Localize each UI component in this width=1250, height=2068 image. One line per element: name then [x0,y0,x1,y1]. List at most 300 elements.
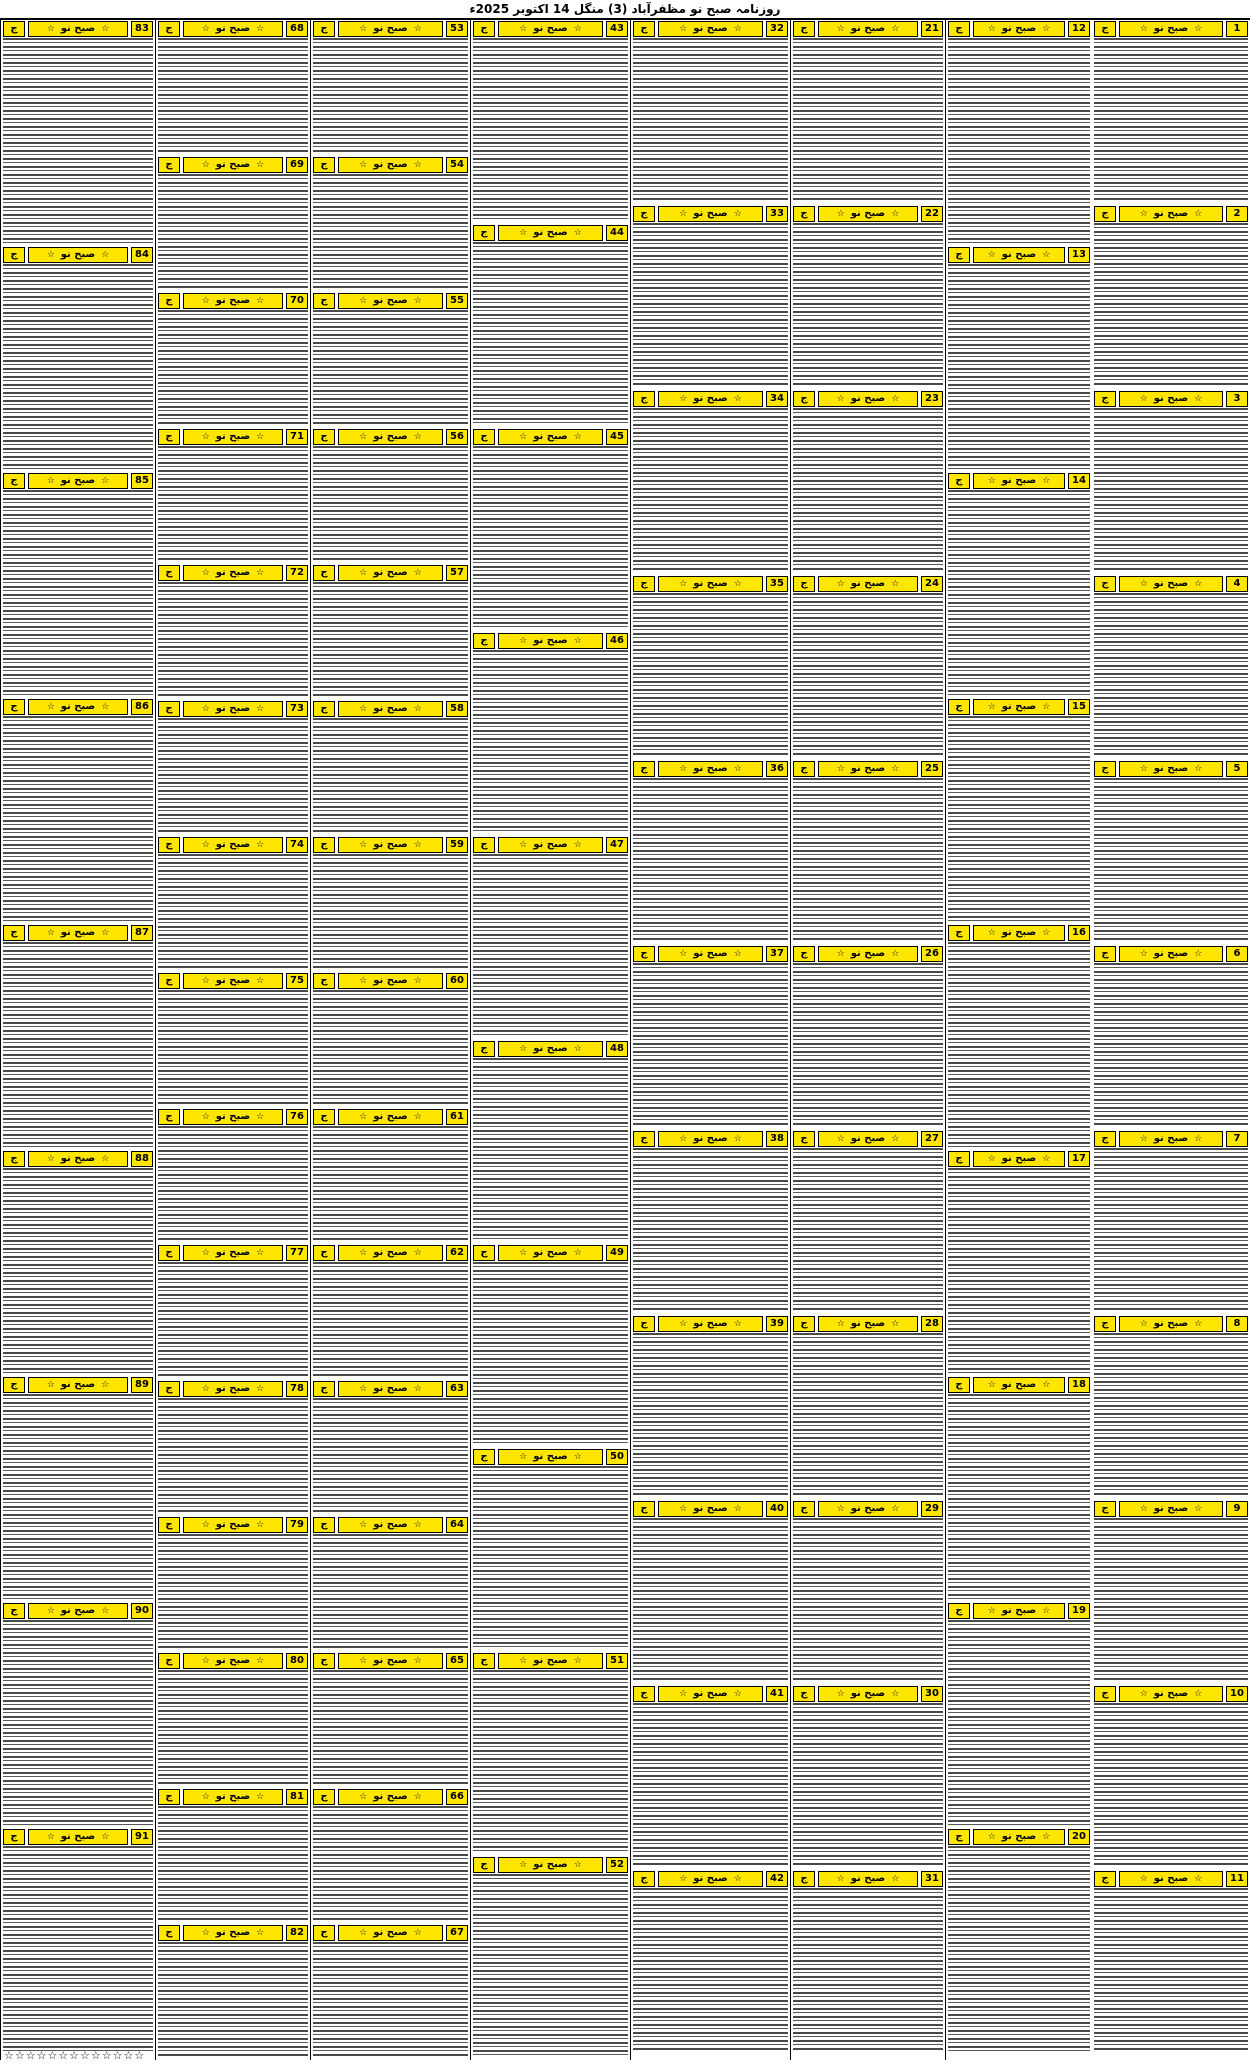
logo-icon: ج [313,157,335,173]
news-body-text [158,310,308,425]
logo-text: صبح نو [373,703,408,714]
item-number-badge: 21 [921,21,943,37]
star-icon: ☆ [836,23,845,34]
news-item-header [471,428,630,445]
logo-text: صبح نو [215,703,251,714]
news-item-header [311,1380,470,1397]
star-icon: ☆ [1194,1318,1203,1329]
logo-text: صبح نو [693,763,728,774]
logo-icon: ج [3,1151,25,1167]
news-item-header [471,224,630,241]
star-icon: ☆ [679,208,688,219]
logo-icon: ج [313,293,335,309]
news-body-text [3,264,153,469]
logo-icon: ج [3,925,25,941]
star-icon: ☆ [836,948,845,959]
news-item-header [311,1244,470,1261]
star-icon: ☆ [359,1519,368,1530]
news-item-header [631,1870,790,1887]
logo-icon: ج [1094,1131,1116,1147]
news-item-header [156,1108,310,1125]
star-icon: ☆ [1042,701,1051,712]
logo-icon: ج [633,1131,655,1147]
item-number-badge: 12 [1068,21,1090,37]
star-icon: ☆ [836,1688,845,1699]
paper-logo [973,699,1065,715]
paper-logo [28,473,128,489]
star-icon: ☆ [413,1111,422,1122]
news-item-header [1,924,155,941]
star-icon: ☆ [101,23,110,34]
star-icon: ☆ [413,431,422,442]
logo-text: صبح نو [693,1318,728,1329]
news-item-header [156,1516,310,1533]
item-number-badge: 14 [1068,473,1090,489]
star-icon: ☆ [1042,1605,1051,1616]
news-item-header [311,1924,470,1941]
logo-text: صبح نو [60,1153,96,1164]
item-number-badge: 1 [1226,21,1248,37]
logo-icon: ج [313,565,335,581]
star-icon: ☆ [201,295,210,306]
star-icon: ☆ [891,1873,900,1884]
item-number-badge: 60 [446,973,468,989]
logo-text: صبح نو [1153,1873,1189,1884]
news-item [1092,1315,1250,1500]
item-number-badge: 47 [606,837,628,853]
paper-logo [28,247,128,263]
news-item-header [631,760,790,777]
logo-text: صبح نو [373,839,408,850]
item-number-badge: 73 [286,701,308,717]
news-body-text [473,242,628,425]
item-number-badge: 48 [606,1041,628,1057]
paper-logo [973,473,1065,489]
logo-text: صبح نو [373,1111,408,1122]
news-item-header [311,156,470,173]
paper-logo [183,1517,283,1533]
news-body-text [633,1703,788,1867]
logo-text: صبح نو [1001,23,1037,34]
logo-icon: ج [633,576,655,592]
star-icon: ☆ [733,1318,742,1329]
news-body-text [793,1148,943,1312]
logo-icon: ج [3,1829,25,1845]
news-body-text [313,446,468,561]
item-number-badge: 44 [606,225,628,241]
logo-icon: ج [633,1686,655,1702]
logo-text: صبح نو [1153,1318,1189,1329]
news-item [1,698,155,924]
star-icon: ☆ [359,295,368,306]
news-item [471,632,630,836]
logo-icon: ج [793,1316,815,1332]
paper-logo [973,1377,1065,1393]
paper-logo [658,1871,763,1887]
news-item-header [156,1788,310,1805]
item-number-badge: 79 [286,1517,308,1533]
paper-logo [1119,21,1223,37]
logo-text: صبح نو [60,1605,96,1616]
logo-icon: ج [158,429,180,445]
news-body-text [1094,778,1248,942]
stars-row: ☆☆☆☆☆☆☆☆☆☆☆☆☆ [4,2049,146,2062]
star-icon: ☆ [987,1831,996,1842]
paper-logo [498,1653,603,1669]
star-icon: ☆ [46,1605,55,1616]
star-icon: ☆ [256,1247,265,1258]
news-item-header [1,472,155,489]
logo-text: صبح نو [1001,1831,1037,1842]
star-icon: ☆ [413,1383,422,1394]
item-number-badge: 27 [921,1131,943,1147]
logo-text: صبح نو [850,1503,886,1514]
logo-icon: ج [633,391,655,407]
logo-text: صبح نو [215,567,251,578]
star-icon: ☆ [201,1247,210,1258]
logo-text: صبح نو [850,1688,886,1699]
star-icon: ☆ [1194,1688,1203,1699]
star-icon: ☆ [46,1153,55,1164]
news-grid [0,20,1250,2068]
news-item [1092,1500,1250,1685]
news-item [311,1652,470,1788]
logo-text: صبح نو [373,431,408,442]
paper-logo [183,1653,283,1669]
news-item-header [946,1150,1092,1167]
news-item [1092,20,1250,205]
news-item [156,20,310,156]
logo-icon: ج [158,1245,180,1261]
logo-text: صبح نو [693,208,728,219]
news-item-header [1,1376,155,1393]
item-number-badge: 45 [606,429,628,445]
star-icon: ☆ [1042,927,1051,938]
news-item-header [1092,1315,1250,1332]
paper-logo [338,429,443,445]
logo-text: صبح نو [60,701,96,712]
star-icon: ☆ [987,1379,996,1390]
news-body-text [948,38,1090,243]
news-body-text [158,1262,308,1377]
news-item-header [311,564,470,581]
news-item-header [631,1130,790,1147]
star-icon: ☆ [733,1688,742,1699]
star-icon: ☆ [733,948,742,959]
paper-logo [658,946,763,962]
news-item-header [946,1376,1092,1393]
paper-logo [498,21,603,37]
news-body-text [633,593,788,757]
logo-text: صبح نو [693,393,728,404]
star-icon: ☆ [836,1503,845,1514]
column-3 [790,20,945,2060]
star-icon: ☆ [101,1605,110,1616]
logo-icon: ج [633,21,655,37]
star-icon: ☆ [519,1043,528,1054]
logo-icon: ج [948,1151,970,1167]
item-number-badge: 83 [131,21,153,37]
star-icon: ☆ [519,1247,528,1258]
logo-text: صبح نو [533,635,568,646]
star-icon: ☆ [256,1519,265,1530]
logo-icon: ج [948,1829,970,1845]
news-item-header [311,20,470,37]
logo-icon: ج [948,1603,970,1619]
star-icon: ☆ [413,23,422,34]
logo-icon: ج [158,293,180,309]
logo-text: صبح نو [215,1655,251,1666]
paper-logo [338,565,443,581]
logo-text: صبح نو [693,1873,728,1884]
news-item [1092,390,1250,575]
logo-text: صبح نو [1153,1133,1189,1144]
star-icon: ☆ [573,1451,582,1462]
star-icon: ☆ [679,1873,688,1884]
logo-icon: ج [1094,1501,1116,1517]
news-item [631,1500,790,1685]
star-icon: ☆ [987,1153,996,1164]
news-item-header [791,760,945,777]
news-item-header [791,575,945,592]
news-item [1,246,155,472]
star-icon: ☆ [413,703,422,714]
item-number-badge: 62 [446,1245,468,1261]
paper-logo [498,1041,603,1057]
paper-logo [973,21,1065,37]
news-item-header [156,292,310,309]
logo-text: صبح نو [693,1688,728,1699]
column-6 [310,20,470,2060]
star-icon: ☆ [413,1791,422,1802]
star-icon: ☆ [413,839,422,850]
news-body-text [1094,1888,1248,2052]
item-number-badge: 59 [446,837,468,853]
paper-logo [973,925,1065,941]
logo-text: صبح نو [215,1383,251,1394]
news-item-header [1,1602,155,1619]
logo-text: صبح نو [1153,1688,1189,1699]
news-item [631,1130,790,1315]
paper-logo [183,973,283,989]
logo-icon: ج [1094,946,1116,962]
logo-text: صبح نو [60,1379,96,1390]
star-icon: ☆ [101,927,110,938]
news-item-header [631,20,790,37]
star-icon: ☆ [1042,23,1051,34]
news-item-header [631,945,790,962]
logo-text: صبح نو [693,1503,728,1514]
news-body-text [3,716,153,921]
star-icon: ☆ [359,159,368,170]
star-icon: ☆ [1042,1831,1051,1842]
star-icon: ☆ [573,635,582,646]
news-item [791,390,945,575]
logo-text: صبح نو [850,393,886,404]
column-5 [470,20,630,2060]
paper-logo [338,1517,443,1533]
logo-icon: ج [793,576,815,592]
item-number-badge: 54 [446,157,468,173]
item-number-badge: 63 [446,1381,468,1397]
star-icon: ☆ [413,1247,422,1258]
logo-text: صبح نو [693,23,728,34]
star-icon: ☆ [201,1655,210,1666]
item-number-badge: 72 [286,565,308,581]
news-item-header [311,292,470,309]
paper-logo [183,21,283,37]
logo-text: صبح نو [850,578,886,589]
logo-icon: ج [313,21,335,37]
item-number-badge: 40 [766,1501,788,1517]
logo-text: صبح نو [850,208,886,219]
logo-icon: ج [473,1653,495,1669]
star-icon: ☆ [836,763,845,774]
news-body-text [633,778,788,942]
logo-text: صبح نو [215,1111,251,1122]
news-item-header [156,1924,310,1941]
logo-icon: ج [793,206,815,222]
news-body-text [1094,1518,1248,1682]
paper-logo [28,925,128,941]
news-item-header [471,1244,630,1261]
news-item [631,945,790,1130]
column-4 [630,20,790,2060]
star-icon: ☆ [836,1133,845,1144]
item-number-badge: 64 [446,1517,468,1533]
star-icon: ☆ [891,23,900,34]
star-icon: ☆ [46,701,55,712]
logo-text: صبح نو [215,975,251,986]
news-body-text [473,1670,628,1853]
news-item-header [471,1040,630,1057]
news-item [156,972,310,1108]
star-icon: ☆ [1194,1873,1203,1884]
news-body-text [313,1942,468,2057]
paper-logo [183,1925,283,1941]
star-icon: ☆ [1139,1503,1148,1514]
news-body-text [1094,963,1248,1127]
logo-text: صبح نو [1153,23,1189,34]
star-icon: ☆ [679,1503,688,1514]
logo-text: صبح نو [1001,1605,1037,1616]
paper-logo [658,576,763,592]
star-icon: ☆ [519,431,528,442]
star-icon: ☆ [519,23,528,34]
news-item-header [791,1685,945,1702]
news-body-text [948,942,1090,1147]
star-icon: ☆ [679,393,688,404]
news-item [946,1828,1092,2054]
news-item [471,1040,630,1244]
star-icon: ☆ [46,1379,55,1390]
item-number-badge: 55 [446,293,468,309]
paper-logo [973,1603,1065,1619]
paper-logo [658,391,763,407]
logo-text: صبح نو [1153,763,1189,774]
paper-logo [338,1789,443,1805]
star-icon: ☆ [101,249,110,260]
paper-logo [338,1381,443,1397]
logo-icon: ج [313,1653,335,1669]
news-item [311,292,470,428]
star-icon: ☆ [733,1503,742,1514]
news-item-header [156,428,310,445]
paper-logo [818,1686,918,1702]
logo-icon: ج [793,21,815,37]
news-item-header [791,945,945,962]
news-item-header [1,1150,155,1167]
logo-icon: ج [473,1041,495,1057]
logo-icon: ج [158,1789,180,1805]
news-item [791,1315,945,1500]
paper-logo [28,1151,128,1167]
news-item [156,1652,310,1788]
star-icon: ☆ [201,159,210,170]
logo-icon: ج [158,701,180,717]
paper-logo [818,1316,918,1332]
news-body-text [158,38,308,153]
paper-logo [338,293,443,309]
news-item [1092,945,1250,1130]
logo-icon: ج [313,1517,335,1533]
paper-logo [498,225,603,241]
logo-icon: ج [3,1377,25,1393]
news-body-text [313,854,468,969]
star-icon: ☆ [519,839,528,850]
news-item-header [311,700,470,717]
item-number-badge: 43 [606,21,628,37]
item-number-badge: 10 [1226,1686,1248,1702]
logo-text: صبح نو [60,249,96,260]
star-icon: ☆ [201,1111,210,1122]
paper-logo [183,837,283,853]
star-icon: ☆ [1194,208,1203,219]
item-number-badge: 82 [286,1925,308,1941]
logo-text: صبح نو [693,948,728,959]
star-icon: ☆ [1139,23,1148,34]
star-icon: ☆ [201,839,210,850]
star-icon: ☆ [359,431,368,442]
star-icon: ☆ [519,1859,528,1870]
logo-icon: ج [633,1501,655,1517]
news-item [791,945,945,1130]
logo-icon: ج [3,473,25,489]
news-body-text [473,446,628,629]
news-body-text [793,223,943,387]
news-body-text [473,38,628,221]
news-item-header [631,575,790,592]
news-body-text [3,38,153,243]
news-item [311,1924,470,2060]
logo-icon: ج [1094,206,1116,222]
star-icon: ☆ [987,249,996,260]
news-item [471,836,630,1040]
news-body-text [3,1394,153,1599]
star-icon: ☆ [733,208,742,219]
star-icon: ☆ [359,703,368,714]
paper-logo [338,837,443,853]
item-number-badge: 32 [766,21,788,37]
news-body-text [158,174,308,289]
star-icon: ☆ [1139,1133,1148,1144]
news-body-text [313,1126,468,1241]
star-icon: ☆ [201,975,210,986]
star-icon: ☆ [101,1379,110,1390]
logo-icon: ج [633,1316,655,1332]
news-item [156,1108,310,1244]
item-number-badge: 87 [131,925,153,941]
